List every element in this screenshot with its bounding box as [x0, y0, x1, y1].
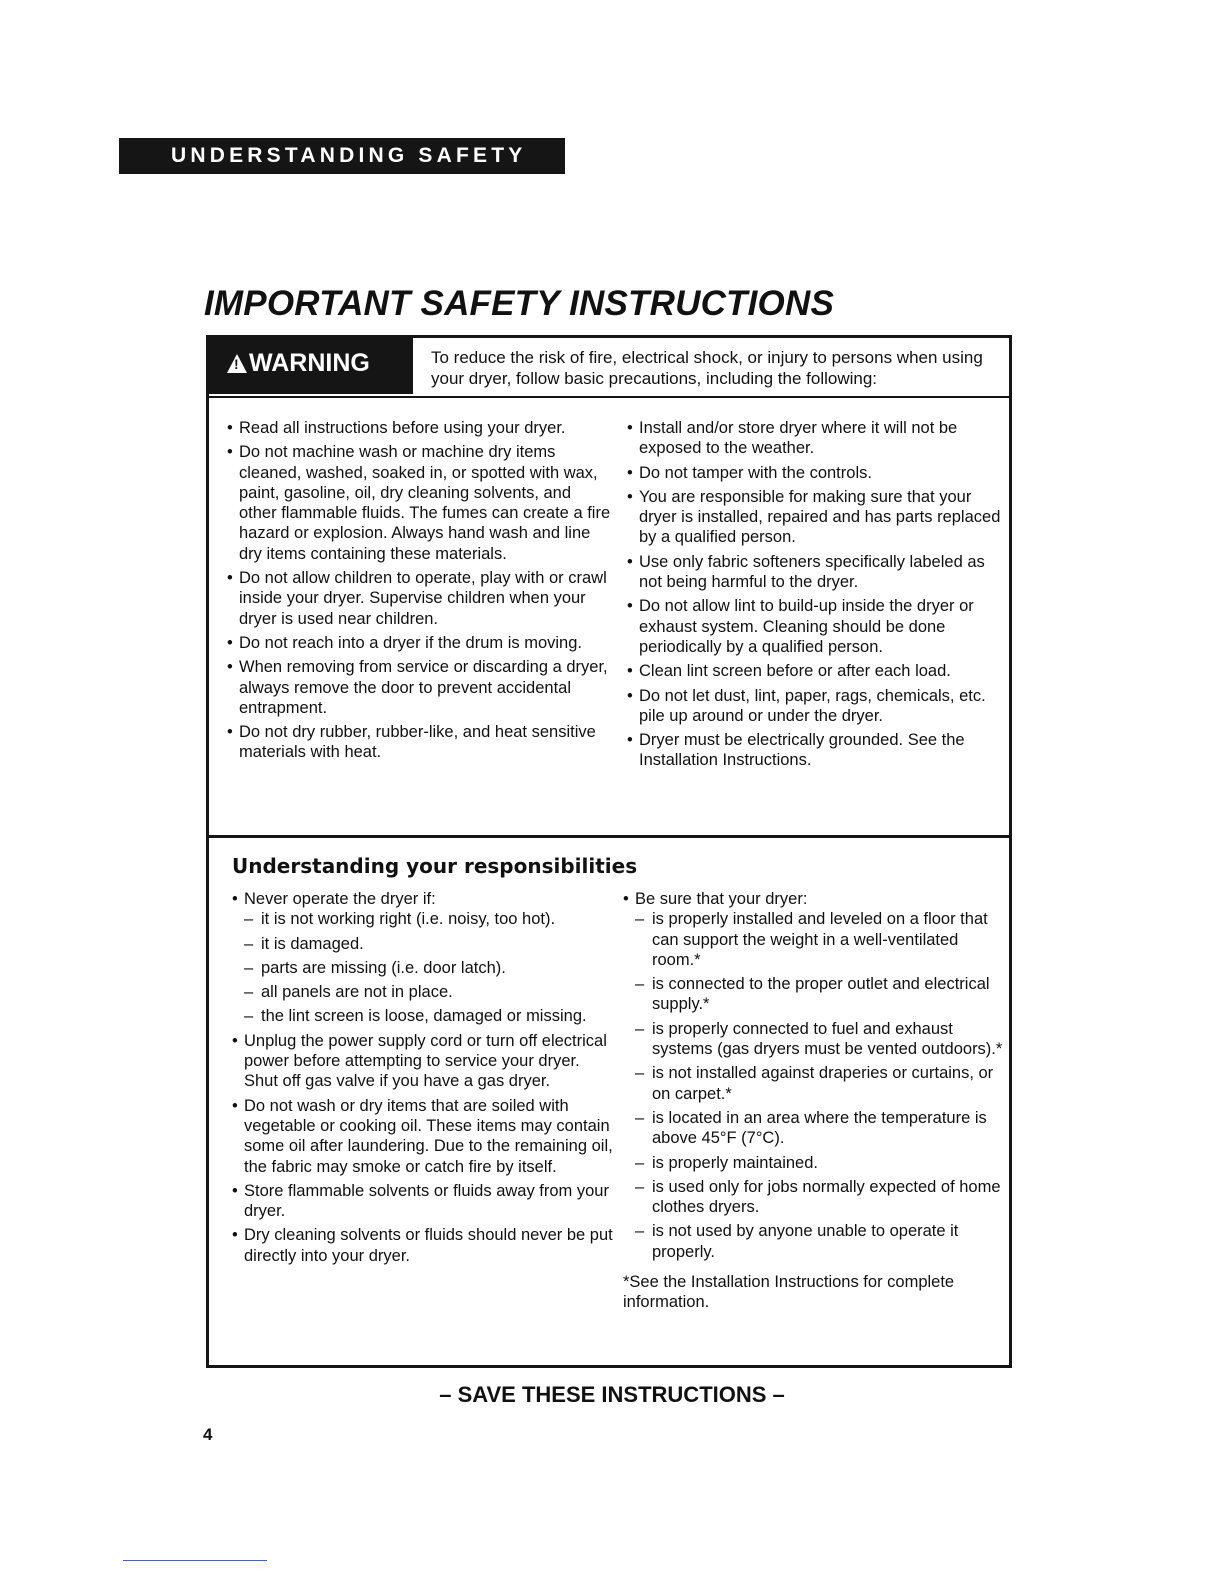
list-item — [232, 889, 616, 1027]
condition-item: – is properly connected to fuel and exhaust systems (gas dryers must be vented outdoors).* — [635, 1019, 1007, 1060]
responsibilities-box — [206, 836, 1012, 1368]
safety-column-left — [227, 418, 611, 767]
list-item: • Do not tamper with the controls. — [627, 463, 1007, 483]
list-item: • Do not allow lint to build-up inside the dryer or exhaust system. Cleaning should be done periodically by a qualified person. — [627, 596, 1007, 657]
condition-item: – all panels are not in place. — [244, 982, 616, 1002]
list-item: • Store flammable solvents or fluids away from your dryer. — [232, 1181, 616, 1222]
save-instructions: – SAVE THESE INSTRUCTIONS – — [439, 1382, 785, 1407]
list-item: • Install and/or store dryer where it will not be exposed to the weather. — [627, 418, 1007, 459]
responsibilities-title: Understanding your responsibilities — [232, 854, 638, 878]
responsibilities-column-right — [623, 889, 1007, 1313]
list-item: • You are responsible for making sure that your dryer is installed, repaired and has parts replaced by a qualified person. — [627, 487, 1007, 548]
list-item — [623, 889, 1007, 1262]
be-sure-heading: Be sure that your dryer: — [635, 890, 808, 908]
list-item: • Clean lint screen before or after each load. — [627, 661, 1007, 681]
list-item: • Dry cleaning solvents or fluids should never be put directly into your dryer. — [232, 1225, 616, 1266]
warning-label: WARNING — [249, 349, 370, 377]
list-item: • When removing from service or discarding a dryer, always remove the door to prevent accidental entrapment. — [227, 657, 611, 718]
footnote-text: *See the Installation Instructions for complete information. — [623, 1273, 955, 1312]
condition-item: – is properly maintained. — [635, 1153, 1007, 1173]
alert-triangle-icon — [227, 354, 247, 373]
safety-column-right — [627, 418, 1007, 775]
warning-badge — [209, 338, 413, 394]
condition-item: – is not used by anyone unable to operate it properly. — [635, 1221, 1007, 1262]
list-item: • Do not reach into a dryer if the drum is moving. — [227, 633, 611, 653]
warning-header — [209, 338, 1009, 398]
section-banner: UNDERSTANDING SAFETY — [119, 138, 565, 174]
bottom-rule — [123, 1560, 267, 1561]
list-item: • Dryer must be electrically grounded. See the Installation Instructions. — [627, 730, 1007, 771]
condition-item: – it is not working right (i.e. noisy, too hot). — [244, 909, 616, 929]
condition-item: – is connected to the proper outlet and electrical supply.* — [635, 974, 1007, 1015]
list-item: • Do not dry rubber, rubber-like, and heat sensitive materials with heat. — [227, 722, 611, 763]
page-title: IMPORTANT SAFETY INSTRUCTIONS — [204, 284, 834, 323]
condition-item: – is not installed against draperies or curtains, or on carpet.* — [635, 1063, 1007, 1104]
list-item: • Do not wash or dry items that are soiled with vegetable or cooking oil. These items may contain some oil after laundering. Due to the remaining oil, the fabric may smoke or catch fire by itself. — [232, 1096, 616, 1177]
page-number: 4 — [203, 1425, 213, 1444]
condition-item: – is located in an area where the temperature is above 45°F (7°C). — [635, 1108, 1007, 1149]
list-item: • Use only fabric softeners specifically labeled as not being harmful to the dryer. — [627, 552, 1007, 593]
condition-item: – parts are missing (i.e. door latch). — [244, 958, 616, 978]
responsibilities-column-left — [232, 889, 616, 1270]
list-item: • Do not let dust, lint, paper, rags, chemicals, etc. pile up around or under the dryer. — [627, 686, 1007, 727]
list-item: • Do not machine wash or machine dry items cleaned, washed, soaked in, or spotted with wax, paint, gasoline, oil, dry cleaning solvents, and other flammable fluids. The fumes can create a fire hazard or explosion. Always hand wash and line dry items containing these materials. — [227, 442, 611, 564]
list-item: • Read all instructions before using your dryer. — [227, 418, 611, 438]
condition-item: – it is damaged. — [244, 934, 616, 954]
list-item: • Unplug the power supply cord or turn off electrical power before attempting to service your dryer. Shut off gas valve if you have a gas dryer. — [232, 1031, 616, 1092]
safety-instructions-box — [206, 335, 1012, 838]
never-operate-conditions — [244, 909, 616, 1026]
condition-item: – the lint screen is loose, damaged or missing. — [244, 1006, 616, 1026]
be-sure-conditions — [635, 909, 1007, 1262]
condition-item: – is used only for jobs normally expected of home clothes dryers. — [635, 1177, 1007, 1218]
condition-item: – is properly installed and leveled on a floor that can support the weight in a well-ventilated room.* — [635, 909, 1007, 970]
never-operate-heading: Never operate the dryer if: — [244, 890, 436, 908]
warning-intro: To reduce the risk of fire, electrical shock, or injury to persons when using your dryer, follow basic precautions, including the following: — [431, 348, 983, 388]
footnote — [623, 1272, 1007, 1313]
list-item: • Do not allow children to operate, play with or crawl inside your dryer. Supervise children when your dryer is used near children. — [227, 568, 611, 629]
